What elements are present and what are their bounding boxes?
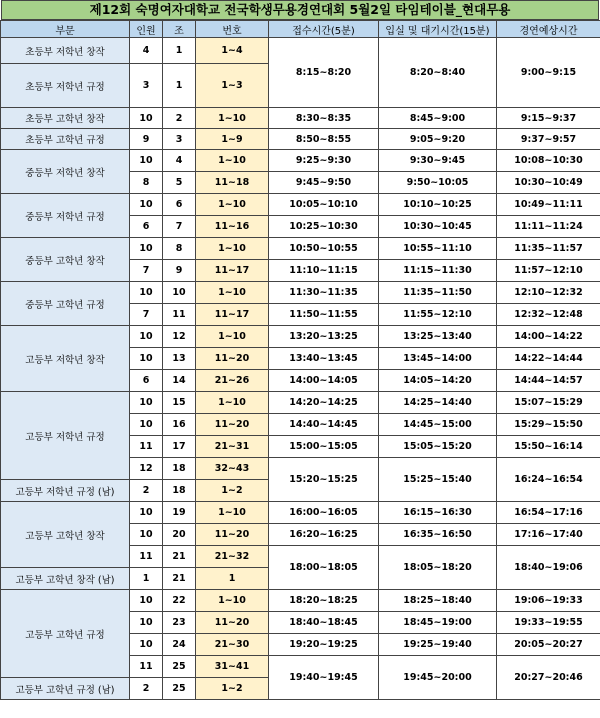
performance-time-cell: 20:27~20:46 — [497, 656, 600, 700]
category-cell: 고등부 저학년 규정 (남) — [1, 480, 130, 502]
table-row — [1, 282, 600, 304]
checkin-time-cell: 10:50~10:55 — [269, 238, 379, 260]
number-range-cell: 31~41 — [196, 656, 269, 678]
checkin-time-cell: 16:20~16:25 — [269, 524, 379, 546]
number-range-cell: 1~10 — [196, 150, 269, 172]
category-cell: 초등부 고학년 창작 — [1, 108, 130, 129]
performance-time-cell: 9:37~9:57 — [497, 129, 600, 150]
waiting-time-cell: 10:30~10:45 — [379, 216, 497, 238]
header-count: 인원 — [130, 21, 163, 38]
count-cell: 10 — [130, 108, 163, 129]
checkin-time-cell: 11:50~11:55 — [269, 304, 379, 326]
category-cell: 고등부 저학년 창작 — [1, 326, 130, 392]
count-cell: 11 — [130, 436, 163, 458]
number-range-cell: 1~10 — [196, 502, 269, 524]
checkin-time-cell: 9:45~9:50 — [269, 172, 379, 194]
table-row — [1, 194, 600, 216]
count-cell: 3 — [130, 64, 163, 108]
number-range-cell: 21~32 — [196, 546, 269, 568]
category-cell: 고등부 고학년 규정 (남) — [1, 678, 130, 700]
table-row — [1, 326, 600, 348]
number-range-cell: 1~2 — [196, 480, 269, 502]
count-cell: 1 — [130, 568, 163, 590]
group-cell: 23 — [163, 612, 196, 634]
group-cell: 18 — [163, 458, 196, 480]
number-range-cell: 1~3 — [196, 64, 269, 108]
checkin-time-cell: 8:50~8:55 — [269, 129, 379, 150]
performance-time-cell: 10:49~11:11 — [497, 194, 600, 216]
checkin-time-cell: 18:20~18:25 — [269, 590, 379, 612]
checkin-time-cell: 11:10~11:15 — [269, 260, 379, 282]
count-cell: 7 — [130, 304, 163, 326]
performance-time-cell: 15:07~15:29 — [497, 392, 600, 414]
number-range-cell: 1~10 — [196, 194, 269, 216]
number-range-cell: 1~10 — [196, 108, 269, 129]
number-range-cell: 1~10 — [196, 326, 269, 348]
category-cell: 중등부 고학년 규정 — [1, 282, 130, 326]
waiting-time-cell: 19:45~20:00 — [379, 656, 497, 700]
number-range-cell: 11~17 — [196, 304, 269, 326]
checkin-time-cell: 14:00~14:05 — [269, 370, 379, 392]
table-row — [1, 590, 600, 612]
performance-time-cell: 19:33~19:55 — [497, 612, 600, 634]
number-range-cell: 11~20 — [196, 524, 269, 546]
waiting-time-cell: 11:35~11:50 — [379, 282, 497, 304]
waiting-time-cell: 9:50~10:05 — [379, 172, 497, 194]
group-cell: 9 — [163, 260, 196, 282]
category-cell: 고등부 고학년 창작 (남) — [1, 568, 130, 590]
group-cell: 14 — [163, 370, 196, 392]
performance-time-cell: 10:30~10:49 — [497, 172, 600, 194]
waiting-time-cell: 16:15~16:30 — [379, 502, 497, 524]
checkin-time-cell: 14:20~14:25 — [269, 392, 379, 414]
checkin-time-cell: 19:40~19:45 — [269, 656, 379, 700]
number-range-cell: 11~20 — [196, 348, 269, 370]
count-cell: 6 — [130, 370, 163, 392]
group-cell: 17 — [163, 436, 196, 458]
waiting-time-cell: 13:45~14:00 — [379, 348, 497, 370]
group-cell: 12 — [163, 326, 196, 348]
group-cell: 2 — [163, 108, 196, 129]
number-range-cell: 1 — [196, 568, 269, 590]
group-cell: 18 — [163, 480, 196, 502]
group-cell: 8 — [163, 238, 196, 260]
count-cell: 10 — [130, 150, 163, 172]
table-row — [1, 392, 600, 414]
count-cell: 10 — [130, 414, 163, 436]
group-cell: 15 — [163, 392, 196, 414]
performance-time-cell: 14:44~14:57 — [497, 370, 600, 392]
category-cell: 중등부 고학년 창작 — [1, 238, 130, 282]
performance-time-cell: 15:50~16:14 — [497, 436, 600, 458]
number-range-cell: 1~10 — [196, 282, 269, 304]
count-cell: 10 — [130, 524, 163, 546]
count-cell: 9 — [130, 129, 163, 150]
checkin-time-cell: 10:05~10:10 — [269, 194, 379, 216]
performance-time-cell: 15:29~15:50 — [497, 414, 600, 436]
group-cell: 3 — [163, 129, 196, 150]
performance-time-cell: 11:57~12:10 — [497, 260, 600, 282]
number-range-cell: 11~20 — [196, 612, 269, 634]
table-row — [1, 129, 600, 150]
waiting-time-cell: 18:05~18:20 — [379, 546, 497, 590]
checkin-time-cell: 8:30~8:35 — [269, 108, 379, 129]
number-range-cell: 21~26 — [196, 370, 269, 392]
waiting-time-cell: 8:45~9:00 — [379, 108, 497, 129]
performance-time-cell: 12:32~12:48 — [497, 304, 600, 326]
count-cell: 10 — [130, 326, 163, 348]
number-range-cell: 11~20 — [196, 414, 269, 436]
group-cell: 7 — [163, 216, 196, 238]
group-cell: 4 — [163, 150, 196, 172]
count-cell: 12 — [130, 458, 163, 480]
waiting-time-cell: 16:35~16:50 — [379, 524, 497, 546]
category-cell: 초등부 저학년 규정 — [1, 64, 130, 108]
checkin-time-cell: 15:20~15:25 — [269, 458, 379, 502]
count-cell: 7 — [130, 260, 163, 282]
count-cell: 10 — [130, 634, 163, 656]
checkin-time-cell: 13:40~13:45 — [269, 348, 379, 370]
number-range-cell: 1~4 — [196, 38, 269, 64]
performance-time-cell: 18:40~19:06 — [497, 546, 600, 590]
count-cell: 6 — [130, 216, 163, 238]
performance-time-cell: 19:06~19:33 — [497, 590, 600, 612]
count-cell: 2 — [130, 480, 163, 502]
group-cell: 1 — [163, 38, 196, 64]
performance-time-cell: 10:08~10:30 — [497, 150, 600, 172]
waiting-time-cell: 19:25~19:40 — [379, 634, 497, 656]
checkin-time-cell: 16:00~16:05 — [269, 502, 379, 524]
checkin-time-cell: 11:30~11:35 — [269, 282, 379, 304]
count-cell: 10 — [130, 612, 163, 634]
count-cell: 10 — [130, 238, 163, 260]
number-range-cell: 32~43 — [196, 458, 269, 480]
waiting-time-cell: 13:25~13:40 — [379, 326, 497, 348]
performance-time-cell: 11:35~11:57 — [497, 238, 600, 260]
timetable — [0, 20, 600, 700]
checkin-time-cell: 13:20~13:25 — [269, 326, 379, 348]
header-row — [1, 21, 600, 38]
count-cell: 4 — [130, 38, 163, 64]
waiting-time-cell: 15:25~15:40 — [379, 458, 497, 502]
checkin-time-cell: 9:25~9:30 — [269, 150, 379, 172]
number-range-cell: 11~18 — [196, 172, 269, 194]
performance-time-cell: 16:54~17:16 — [497, 502, 600, 524]
waiting-time-cell: 18:45~19:00 — [379, 612, 497, 634]
performance-time-cell: 17:16~17:40 — [497, 524, 600, 546]
checkin-time-cell: 8:15~8:20 — [269, 38, 379, 108]
category-cell: 고등부 저학년 규정 — [1, 392, 130, 480]
waiting-time-cell: 11:15~11:30 — [379, 260, 497, 282]
waiting-time-cell: 14:05~14:20 — [379, 370, 497, 392]
count-cell: 10 — [130, 590, 163, 612]
performance-time-cell: 12:10~12:32 — [497, 282, 600, 304]
checkin-time-cell: 18:00~18:05 — [269, 546, 379, 590]
group-cell: 19 — [163, 502, 196, 524]
number-range-cell: 1~2 — [196, 678, 269, 700]
group-cell: 21 — [163, 546, 196, 568]
performance-time-cell: 16:24~16:54 — [497, 458, 600, 502]
waiting-time-cell: 10:55~11:10 — [379, 238, 497, 260]
page-title: 제12회 숙명여자대학교 전국학생무용경연대회 5월2일 타임테이블_현대무용 — [1, 0, 599, 20]
count-cell: 10 — [130, 392, 163, 414]
group-cell: 16 — [163, 414, 196, 436]
waiting-time-cell: 14:25~14:40 — [379, 392, 497, 414]
count-cell: 8 — [130, 172, 163, 194]
count-cell: 2 — [130, 678, 163, 700]
count-cell: 10 — [130, 282, 163, 304]
header-group: 조 — [163, 21, 196, 38]
group-cell: 10 — [163, 282, 196, 304]
header-checkin: 접수시간(5분) — [269, 21, 379, 38]
category-cell: 중등부 저학년 규정 — [1, 194, 130, 238]
waiting-time-cell: 15:05~15:20 — [379, 436, 497, 458]
group-cell: 25 — [163, 678, 196, 700]
group-cell: 13 — [163, 348, 196, 370]
checkin-time-cell: 10:25~10:30 — [269, 216, 379, 238]
group-cell: 22 — [163, 590, 196, 612]
waiting-time-cell: 14:45~15:00 — [379, 414, 497, 436]
waiting-time-cell: 8:20~8:40 — [379, 38, 497, 108]
waiting-time-cell: 9:30~9:45 — [379, 150, 497, 172]
table-row — [1, 108, 600, 129]
header-performance: 경연예상시간 — [497, 21, 600, 38]
group-cell: 25 — [163, 656, 196, 678]
table-row — [1, 150, 600, 172]
category-cell: 고등부 고학년 규정 — [1, 590, 130, 678]
group-cell: 20 — [163, 524, 196, 546]
checkin-time-cell: 15:00~15:05 — [269, 436, 379, 458]
table-row — [1, 38, 600, 64]
category-cell: 초등부 저학년 창작 — [1, 38, 130, 64]
table-row — [1, 238, 600, 260]
group-cell: 11 — [163, 304, 196, 326]
checkin-time-cell: 18:40~18:45 — [269, 612, 379, 634]
performance-time-cell: 20:05~20:27 — [497, 634, 600, 656]
group-cell: 5 — [163, 172, 196, 194]
waiting-time-cell: 10:10~10:25 — [379, 194, 497, 216]
group-cell: 6 — [163, 194, 196, 216]
header-waiting: 입실 및 대기시간(15분) — [379, 21, 497, 38]
waiting-time-cell: 9:05~9:20 — [379, 129, 497, 150]
performance-time-cell: 14:00~14:22 — [497, 326, 600, 348]
count-cell: 10 — [130, 194, 163, 216]
count-cell: 10 — [130, 348, 163, 370]
number-range-cell: 1~10 — [196, 590, 269, 612]
checkin-time-cell: 14:40~14:45 — [269, 414, 379, 436]
header-category: 부문 — [1, 21, 130, 38]
count-cell: 10 — [130, 502, 163, 524]
checkin-time-cell: 19:20~19:25 — [269, 634, 379, 656]
group-cell: 21 — [163, 568, 196, 590]
number-range-cell: 11~16 — [196, 216, 269, 238]
waiting-time-cell: 18:25~18:40 — [379, 590, 497, 612]
number-range-cell: 1~10 — [196, 392, 269, 414]
group-cell: 1 — [163, 64, 196, 108]
number-range-cell: 21~30 — [196, 634, 269, 656]
category-cell: 고등부 고학년 창작 — [1, 502, 130, 568]
number-range-cell: 1~9 — [196, 129, 269, 150]
performance-time-cell: 11:11~11:24 — [497, 216, 600, 238]
waiting-time-cell: 11:55~12:10 — [379, 304, 497, 326]
number-range-cell: 21~31 — [196, 436, 269, 458]
group-cell: 24 — [163, 634, 196, 656]
performance-time-cell: 9:15~9:37 — [497, 108, 600, 129]
performance-time-cell: 9:00~9:15 — [497, 38, 600, 108]
number-range-cell: 11~17 — [196, 260, 269, 282]
count-cell: 11 — [130, 656, 163, 678]
number-range-cell: 1~10 — [196, 238, 269, 260]
category-cell: 중등부 저학년 창작 — [1, 150, 130, 194]
table-row — [1, 502, 600, 524]
header-number: 번호 — [196, 21, 269, 38]
count-cell: 11 — [130, 546, 163, 568]
category-cell: 초등부 고학년 규정 — [1, 129, 130, 150]
performance-time-cell: 14:22~14:44 — [497, 348, 600, 370]
